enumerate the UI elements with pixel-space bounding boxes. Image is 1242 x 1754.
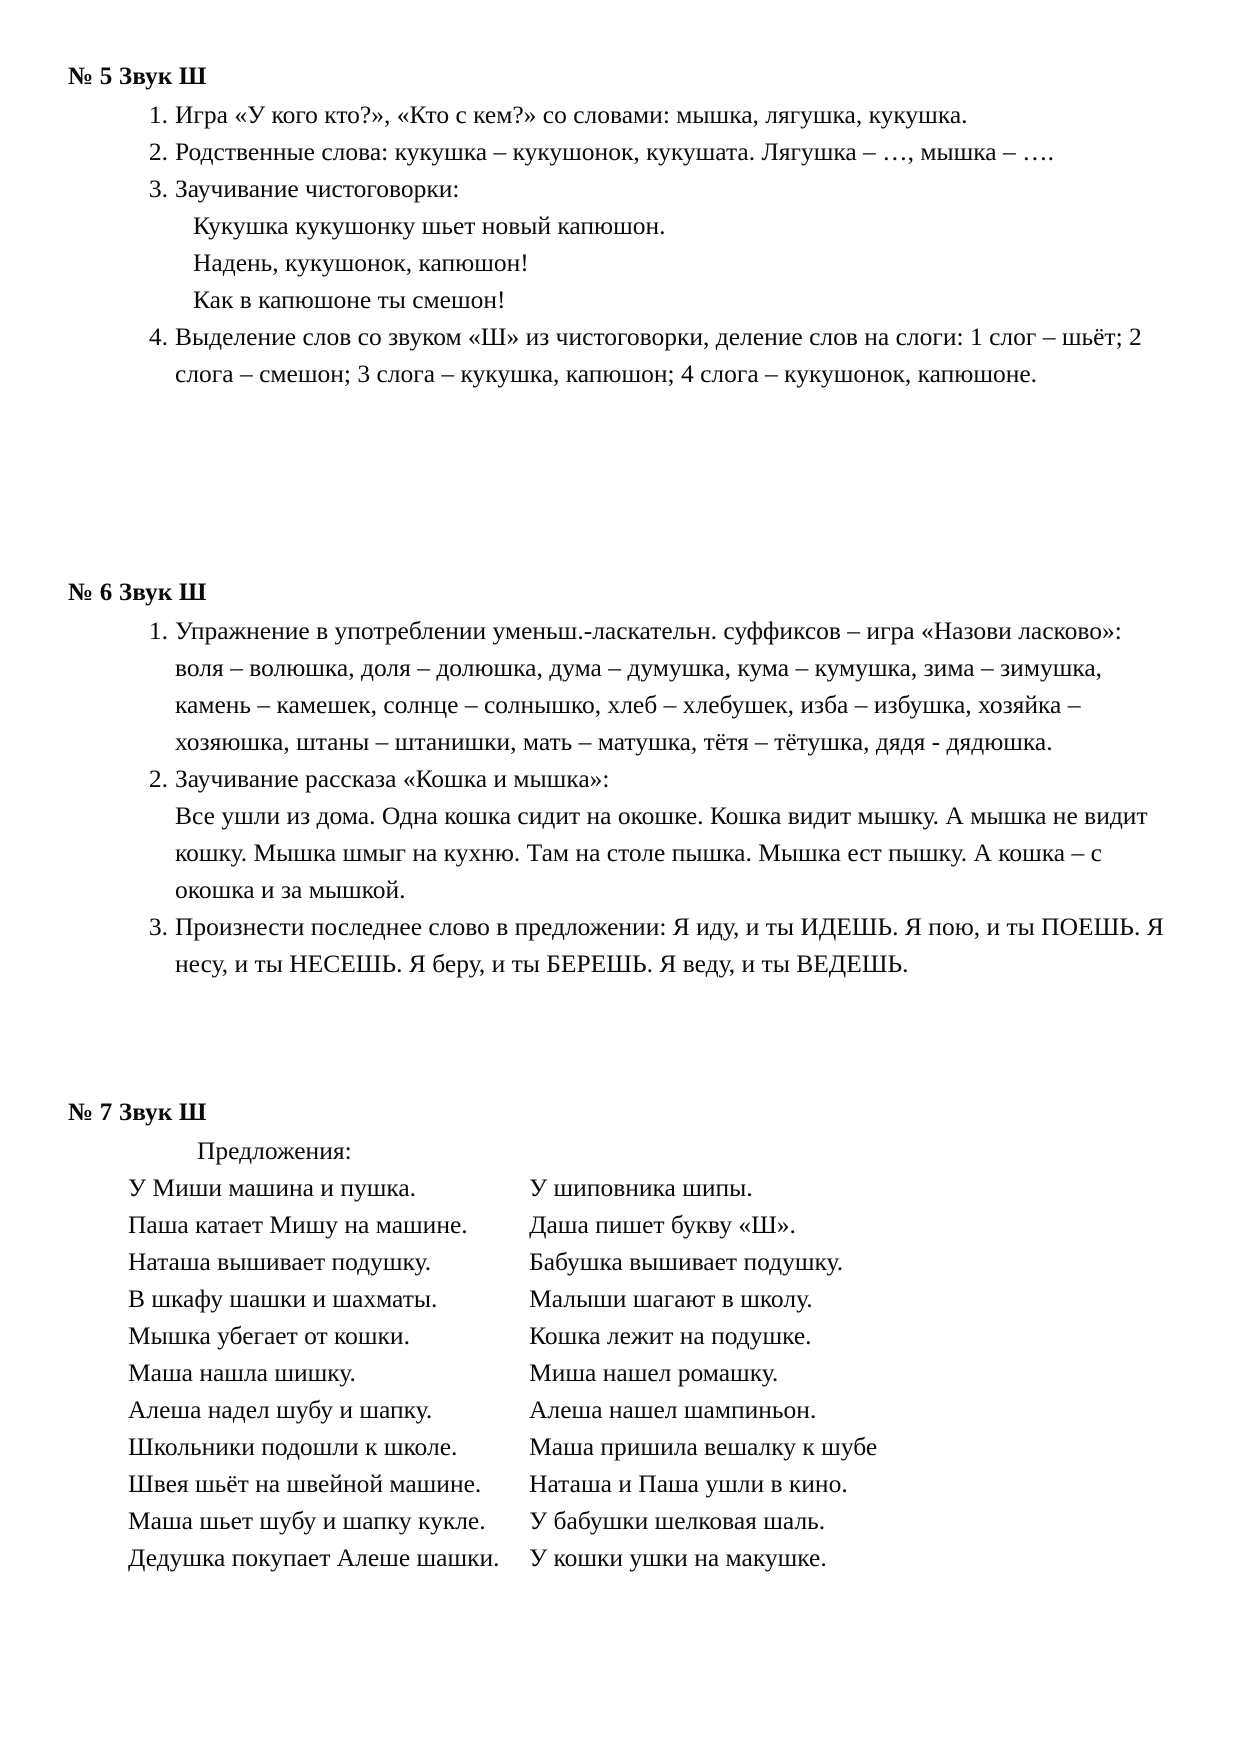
- table-row: [128, 1428, 1033, 1465]
- sentence-cell-left: Мышка убегает от кошки.: [128, 1321, 410, 1350]
- list-marker: 1.: [148, 100, 168, 129]
- sentence-cell-right: Алеша нашел шампиньон.: [529, 1395, 817, 1424]
- list-item: [0, 612, 1242, 760]
- sentence-cell-left: Швея шьёт на швейной машине.: [128, 1469, 482, 1498]
- sentence-cell-left: Алеша надел шубу и шапку.: [128, 1395, 433, 1424]
- section-5-heading: № 5 Звук Ш: [68, 63, 207, 90]
- sentence-cell-right: Наташа и Паша ушли в кино.: [529, 1469, 848, 1498]
- sentence-cell-left: Школьники подошли к школе.: [128, 1432, 458, 1461]
- table-row: [128, 1169, 1033, 1206]
- sentence-cell-left: Паша катает Мишу на машине.: [128, 1210, 468, 1239]
- sentence-cell-right: Кошка лежит на подушке.: [529, 1321, 812, 1350]
- poem-line: Как в капюшоне ты смешон!: [193, 285, 506, 314]
- list-marker: 1.: [148, 616, 168, 645]
- list-item: [0, 760, 1242, 908]
- sentence-table: [128, 1169, 1033, 1576]
- list-item-text: Заучивание рассказа «Кошка и мышка»:: [175, 764, 610, 793]
- sentence-cell-right: У бабушки шелковая шаль.: [529, 1506, 826, 1535]
- sentence-cell-right: Малыши шагают в школу.: [529, 1284, 813, 1313]
- sentence-cell-left: Наташа вышивает подушку.: [128, 1247, 432, 1276]
- list-item-text: Произнести последнее слово в предложении: Я иду, и ты ИДЕШЬ. Я пою, и ты ПОЕШЬ. Я несу, и ты НЕСЕШЬ. Я беру, и ты БЕРЕШЬ. Я веду, и ты ВЕДЕШЬ.: [175, 912, 1164, 978]
- list-item: [0, 318, 1242, 392]
- sentences-label: Предложения:: [197, 1136, 352, 1165]
- sentence-cell-left: В шкафу шашки и шахматы.: [128, 1284, 438, 1313]
- list-item: [0, 96, 1242, 133]
- table-row: [128, 1280, 1033, 1317]
- sentence-cell-left: Маша нашла шишку.: [128, 1358, 356, 1387]
- list-item-text: Упражнение в употреблении уменьш.-ласкательн. суффиксов – игра «Назови ласково»: воля – волюшка, доля – долюшка, дума – думушка, кума – кумушка, зима – зимушка, камень – камешек, солнце – солнышко, хлеб – хлебушек, изба – избушка, хозяйка – хозяюшка, штаны – штанишки, мать – матушка, тётя – тётушка, дядя - дядюшка.: [175, 616, 1122, 756]
- list-marker: 3.: [148, 912, 168, 941]
- sentence-cell-right: Маша пришила вешалку к шубе: [529, 1432, 878, 1461]
- table-row: [128, 1317, 1033, 1354]
- story-text: [175, 797, 1172, 908]
- list-marker: 2.: [148, 137, 168, 166]
- sentence-cell-right: Миша нашел ромашку.: [529, 1358, 779, 1387]
- section-7: [0, 1098, 1242, 1576]
- poem-line: Кукушка кукушонку шьет новый капюшон.: [193, 211, 666, 240]
- story-paragraph: Все ушли из дома. Одна кошка сидит на окошке. Кошка видит мышку. А мышка не видит кошку. Мышка шмыг на кухню. Там на столе пышка. Мышка ест пышку. А кошка – с окошка и за мышкой.: [175, 801, 1148, 904]
- sentence-cell-right: Бабушка вышивает подушку.: [529, 1247, 844, 1276]
- list-item-text: Заучивание чистоговорки:: [175, 174, 460, 203]
- sentence-cell-right: Даша пишет букву «Ш».: [529, 1210, 796, 1239]
- list-item-text: Выделение слов со звуком «Ш» из чистоговорки, деление слов на слоги: 1 слог – шьёт; 2 слога – смешон; 3 слога – кукушка, капюшон; 4 слога – кукушонок, капюшоне.: [175, 322, 1142, 388]
- sentence-cell-right: У кошки ушки на макушке.: [529, 1543, 827, 1572]
- table-row: [128, 1206, 1033, 1243]
- list-item: [0, 170, 1242, 318]
- list-item: [0, 908, 1242, 982]
- table-row: [128, 1243, 1033, 1280]
- section-5-item-list: [0, 96, 1242, 392]
- table-row: [128, 1539, 1033, 1576]
- section-6-heading: № 6 Звук Ш: [68, 579, 207, 606]
- section-5: [0, 62, 1242, 392]
- poem-line: Надень, кукушонок, капюшон!: [193, 248, 529, 277]
- chistogovorka-lines: [175, 207, 1172, 318]
- sentence-cell-right: У шиповника шипы.: [529, 1173, 753, 1202]
- table-row: [128, 1465, 1033, 1502]
- list-marker: 3.: [148, 174, 168, 203]
- sentence-cell-left: Дедушка покупает Алеше шашки.: [128, 1543, 500, 1572]
- table-row: [128, 1502, 1033, 1539]
- sentence-cell-left: Маша шьет шубу и шапку кукле.: [128, 1506, 486, 1535]
- list-marker: 4.: [148, 322, 168, 351]
- list-marker: 2.: [148, 764, 168, 793]
- table-row: [128, 1391, 1033, 1428]
- section-6: [0, 578, 1242, 982]
- list-item-text: Игра «У кого кто?», «Кто с кем?» со словами: мышка, лягушка, кукушка.: [175, 100, 968, 129]
- table-row: [128, 1354, 1033, 1391]
- section-6-item-list: [0, 612, 1242, 982]
- list-item-text: Родственные слова: кукушка – кукушонок, кукушата. Лягушка – …, мышка – ….: [175, 137, 1055, 166]
- sentence-cell-left: У Миши машина и пушка.: [128, 1173, 417, 1202]
- section-7-heading: № 7 Звук Ш: [68, 1099, 207, 1126]
- list-item: [0, 133, 1242, 170]
